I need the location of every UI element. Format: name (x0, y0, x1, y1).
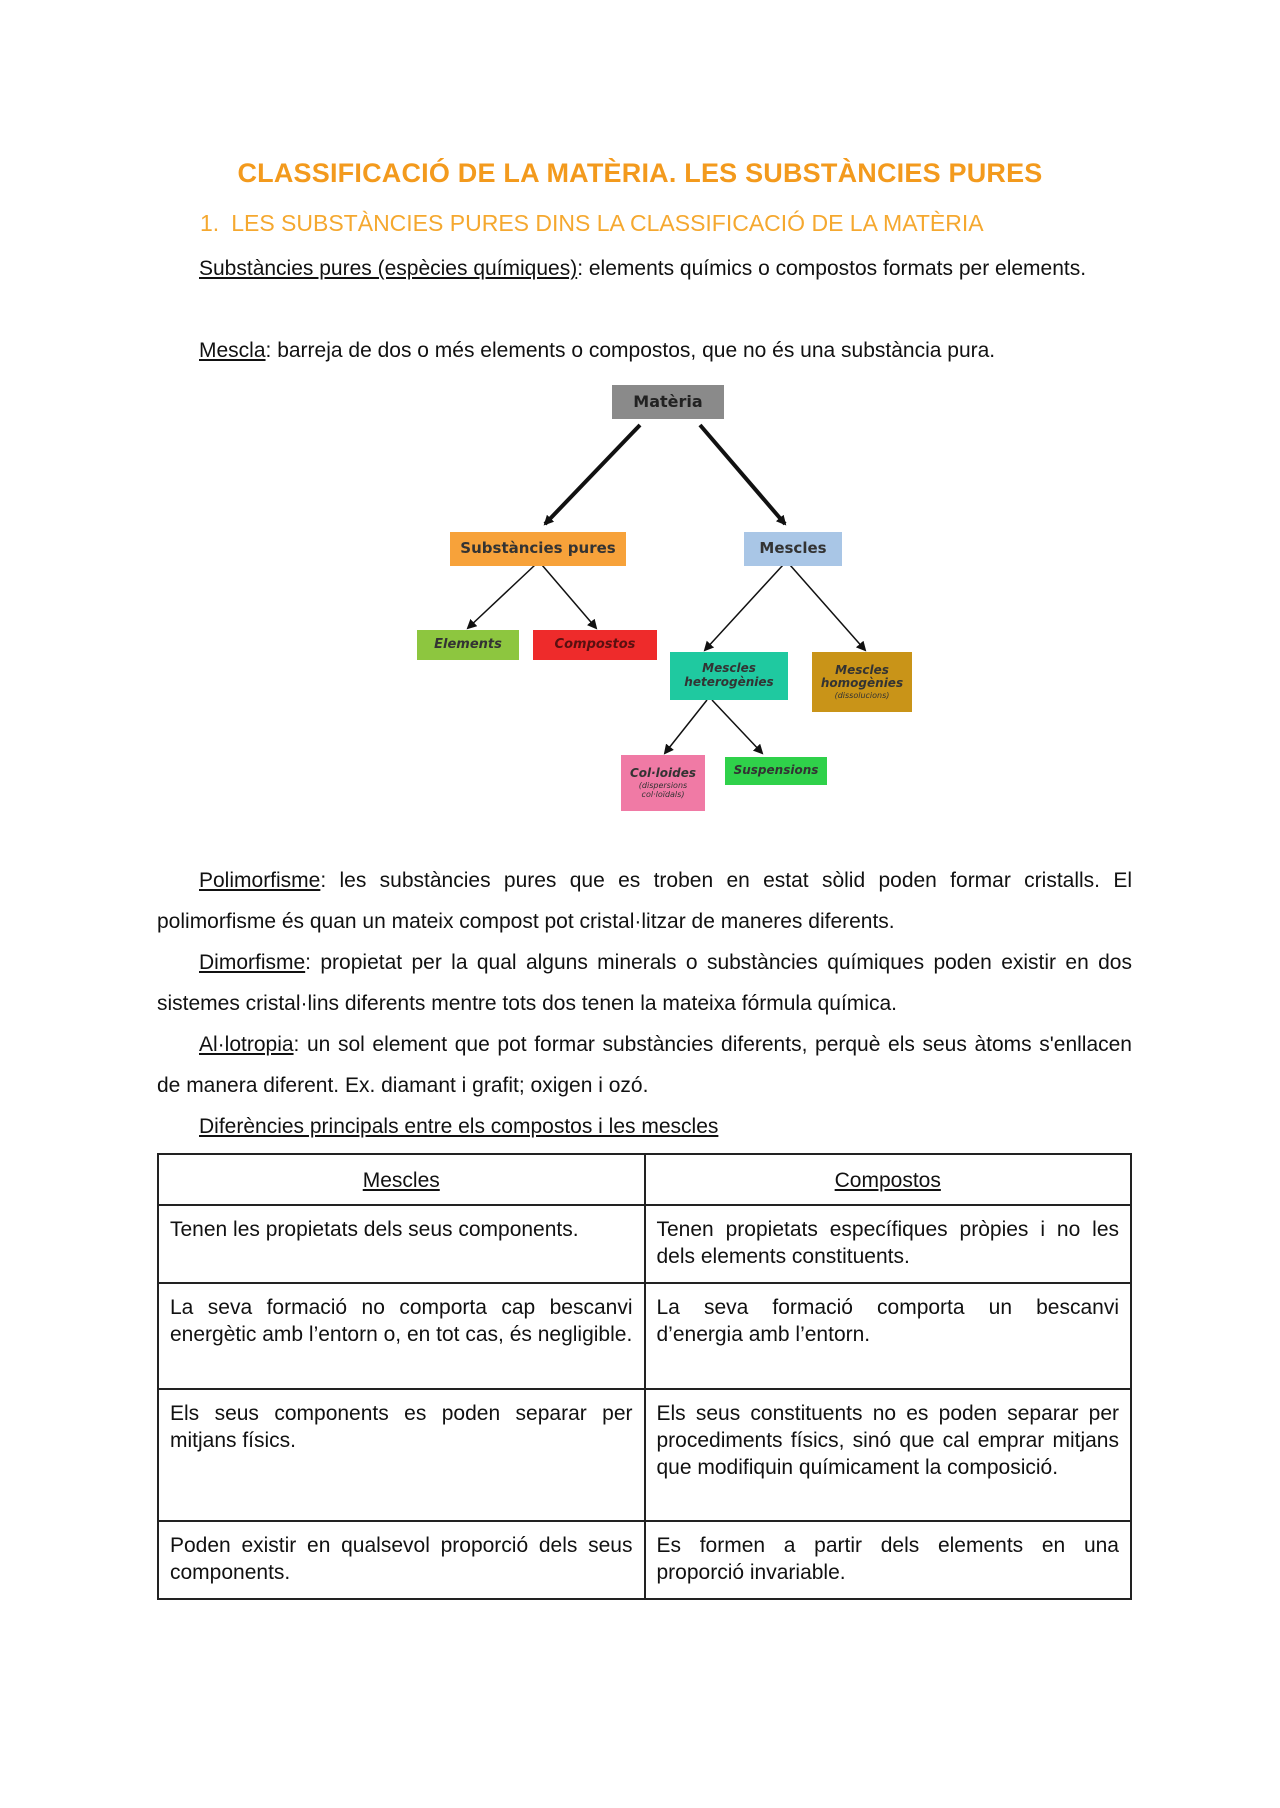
node-colloides (621, 755, 705, 811)
table-cell: Els seus components es poden separar per mitjans físics. (158, 1389, 645, 1521)
table-caption (157, 1106, 1132, 1147)
comparison-table (157, 1153, 1132, 1600)
node-substancies-pures: Substàncies pures (450, 532, 626, 566)
table-caption-text: Diferències principals entre els compostos i les mescles (199, 1115, 719, 1138)
table-row (158, 1283, 1131, 1389)
table-header-mescles: Mescles (158, 1154, 645, 1205)
table-row (158, 1521, 1131, 1599)
table-cell: Es formen a partir dels elements en una proporció invariable. (645, 1521, 1132, 1599)
definition-allotropia (157, 1024, 1132, 1106)
arrow-mescles-to-homogenies (790, 565, 865, 650)
definition-text: : un sol element que pot formar substàncies diferents, perquè els seus àtoms s'enllacen de manera diferent. Ex. diamant i grafit; oxigen i ozó. (157, 1033, 1132, 1097)
table-cell: Els seus constituents no es poden separar per procediments físics, sinó que cal emprar mitjans que modifiquin químicament la composició. (645, 1389, 1132, 1521)
arrow-substancies-to-compostos (542, 565, 596, 628)
node-compostos: Compostos (533, 630, 657, 660)
node-heterogenies-line2: heterogènies (684, 675, 774, 689)
classification-diagram (400, 385, 920, 825)
node-mescles: Mescles (744, 532, 842, 566)
page-title: CLASSIFICACIÓ DE LA MATÈRIA. LES SUBSTÀNCIES PURES (237, 158, 1043, 188)
section-heading-text: LES SUBSTÀNCIES PURES DINS LA CLASSIFICACIÓ DE LA MATÈRIA (231, 210, 984, 236)
table-header-row (158, 1154, 1131, 1205)
definition-polimorfisme (157, 860, 1132, 942)
node-homogenies-line1: Mescles (835, 662, 889, 677)
table-row (158, 1205, 1131, 1283)
table-cell: Poden existir en qualsevol proporció dels seus components. (158, 1521, 645, 1599)
arrow-materia-to-substancies (545, 425, 640, 524)
arrow-heterogenies-to-colloides (665, 700, 707, 753)
definition-mescla (157, 330, 1132, 371)
node-elements: Elements (417, 630, 519, 660)
section-heading (200, 210, 984, 237)
table-cell: Tenen propietats específiques pròpies i no les dels elements constituents. (645, 1205, 1132, 1283)
definition-text: : les substàncies pures que es troben en estat sòlid poden formar cristalls. El polimorfisme és quan un mateix compost pot cristal·litzar de maneres diferents. (157, 869, 1132, 933)
section-number: 1. (200, 210, 220, 236)
node-materia: Matèria (612, 385, 724, 419)
arrow-materia-to-mescles (700, 425, 785, 524)
arrow-substancies-to-elements (468, 565, 535, 628)
definition-substancies-pures (157, 248, 1132, 289)
node-colloides-note1: (dispersions (638, 780, 688, 790)
definition-term: Substàncies pures (espècies químiques) (199, 257, 578, 280)
node-suspensions: Suspensions (725, 757, 827, 785)
definition-term: Mescla (199, 339, 266, 362)
node-colloides-line1: Col·loides (629, 765, 697, 780)
definition-term: Al·lotropia (199, 1033, 294, 1056)
table-cell: Tenen les propietats dels seus components. (158, 1205, 645, 1283)
arrow-heterogenies-to-suspensions (712, 700, 762, 753)
table-header-compostos: Compostos (645, 1154, 1132, 1205)
node-heterogenies-line1: Mescles (702, 661, 756, 676)
node-mescles-heterogenies (670, 652, 788, 700)
table-cell: La seva formació comporta un bescanvi d’energia amb l’entorn. (645, 1283, 1132, 1389)
table-cell: La seva formació no comporta cap bescanvi energètic amb l’entorn o, en tot cas, és negligible. (158, 1283, 645, 1389)
definition-term: Dimorfisme (199, 951, 306, 974)
definition-text: : barreja de dos o més elements o compostos, que no és una substància pura. (265, 339, 996, 362)
definition-term: Polimorfisme (199, 869, 321, 892)
definition-text: : propietat per la qual alguns minerals o substàncies químiques poden existir en dos sistemes cristal·lins diferents mentre tots dos tenen la mateixa fórmula química. (157, 951, 1132, 1015)
node-homogenies-line2: homogènies (820, 676, 904, 691)
table-row (158, 1389, 1131, 1521)
node-mescles-homogenies (812, 652, 912, 712)
definition-dimorfisme (157, 942, 1132, 1024)
arrow-mescles-to-heterogenies (705, 565, 783, 650)
definition-text: : elements químics o compostos formats per elements. (577, 257, 1087, 280)
node-colloides-note2: col·loïdals) (641, 789, 685, 799)
node-homogenies-note: (dissolucions) (834, 691, 890, 701)
